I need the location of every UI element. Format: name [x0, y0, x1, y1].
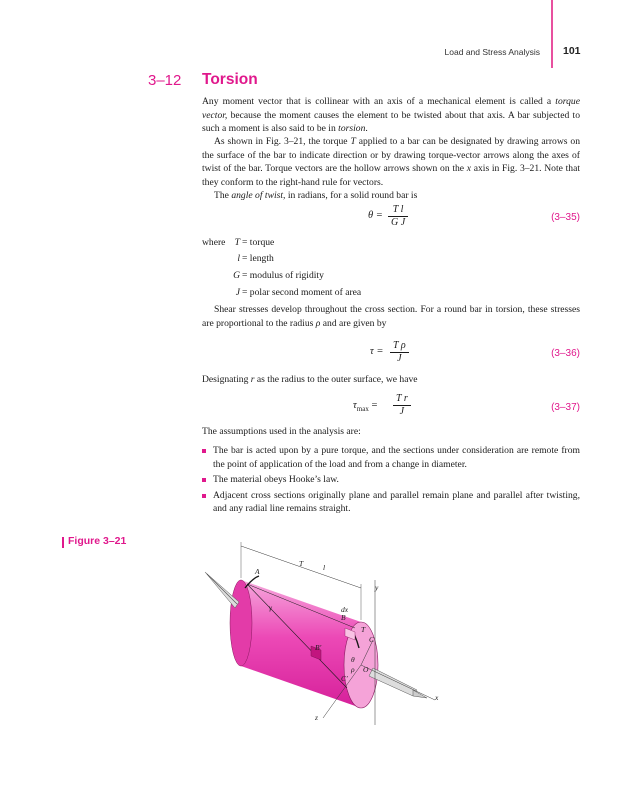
section-number: 3–12	[148, 72, 182, 89]
where-sym: J	[235, 287, 240, 298]
fig-label-T-right: T	[361, 625, 366, 634]
list-item: Adjacent cross sections originally plane and parallel remain plane and parallel after twisting, and any radial line remains straight.	[202, 489, 580, 516]
where-def: = modulus of rigidity	[242, 270, 324, 281]
eq37-lhs: $\tau_{max}$ =	[353, 400, 378, 414]
eq35-number: (3–35)	[551, 212, 580, 223]
where-label: where	[202, 237, 226, 248]
eq36-numerator: T ρ	[393, 340, 406, 351]
eq35-numerator: T l	[392, 204, 404, 215]
cylinder-body	[241, 580, 361, 708]
section-title: Torsion	[202, 71, 258, 88]
assumptions-list	[202, 444, 580, 518]
fig-label-O: O	[363, 665, 369, 674]
fig-label-rho: ρ	[351, 665, 355, 674]
eq37-number: (3–37)	[551, 402, 580, 413]
fig-label-B: B	[341, 613, 346, 622]
cylinder-left-end	[230, 580, 252, 666]
running-head: Load and Stress Analysis	[444, 47, 540, 57]
fig-label-l: l	[323, 563, 326, 572]
where-sym: l	[237, 253, 240, 264]
eq36-denominator: J	[397, 352, 402, 364]
where-sym: G	[233, 270, 240, 281]
where-def: = torque	[242, 237, 275, 248]
where-def: = polar second moment of area	[242, 287, 362, 298]
list-item: The bar is acted upon by a pure torque, and the sections under consideration are remote from the point of application of the load and from a change in diameter.	[202, 444, 580, 471]
paragraph-1: Any moment vector that is collinear with an axis of a mechanical element is called a torque vector, because the moment causes the element to be twisted about that axis. A bar subjected to such a moment is also said to be in torsion.	[202, 96, 580, 135]
paragraph-2: As shown in Fig. 3–21, the torque T applied to a bar can be designated by drawing arrows on the surface of the bar to indicate direction or by drawing torque-vector arrows along the axes of twist of the bar. Torque vectors are the hollow arrows shown on the x axis in Fig. 3–21. Note that they conform to the right-hand rule for vectors.	[202, 136, 581, 188]
eq35-lhs: θ =	[368, 210, 383, 221]
eq37-fraction	[393, 393, 411, 418]
fig-label-dx: dx	[341, 605, 349, 614]
eq36-number: (3–36)	[551, 348, 580, 359]
paragraph-6: The assumptions used in the analysis are:	[202, 426, 361, 437]
where-sym: T	[234, 237, 240, 248]
paragraph-3: The angle of twist, in radians, for a solid round bar is	[214, 190, 418, 201]
fig-label-C: C	[369, 635, 375, 644]
fig-label-theta: θ	[351, 655, 355, 664]
figure-label-bar	[62, 537, 64, 548]
fig-label-z: z	[315, 713, 318, 722]
header-rule	[551, 0, 553, 68]
page-number: 101	[563, 45, 581, 57]
paragraph-4: Shear stresses develop throughout the cross section. For a round bar in torsion, these stresses are proportional to the radius ρ and are given by	[202, 304, 580, 329]
eq37-numerator: T r	[396, 393, 408, 404]
eq36-lhs: τ =	[370, 346, 384, 357]
where-def: = length	[242, 253, 274, 264]
eq36-fraction	[390, 340, 409, 365]
fig-label-gamma: γ	[269, 603, 272, 612]
figure-label: Figure 3–21	[68, 535, 127, 547]
eq37-denominator: J	[399, 405, 405, 417]
list-item: The material obeys Hooke’s law.	[202, 473, 580, 487]
fig-label-x: x	[435, 693, 439, 702]
eq35-denominator: G J	[391, 216, 406, 228]
eq35-fraction	[388, 204, 408, 229]
fig-label-B-prime: B′	[315, 643, 322, 652]
fig-label-T-left: T	[299, 559, 304, 568]
paragraph-5: Designating r as the radius to the outer surface, we have	[202, 374, 418, 385]
fig-label-C-prime: C′	[341, 674, 348, 683]
fig-label-A: A	[255, 567, 260, 576]
torsion-bar-figure	[195, 540, 455, 730]
fig-label-y: y	[375, 583, 379, 592]
